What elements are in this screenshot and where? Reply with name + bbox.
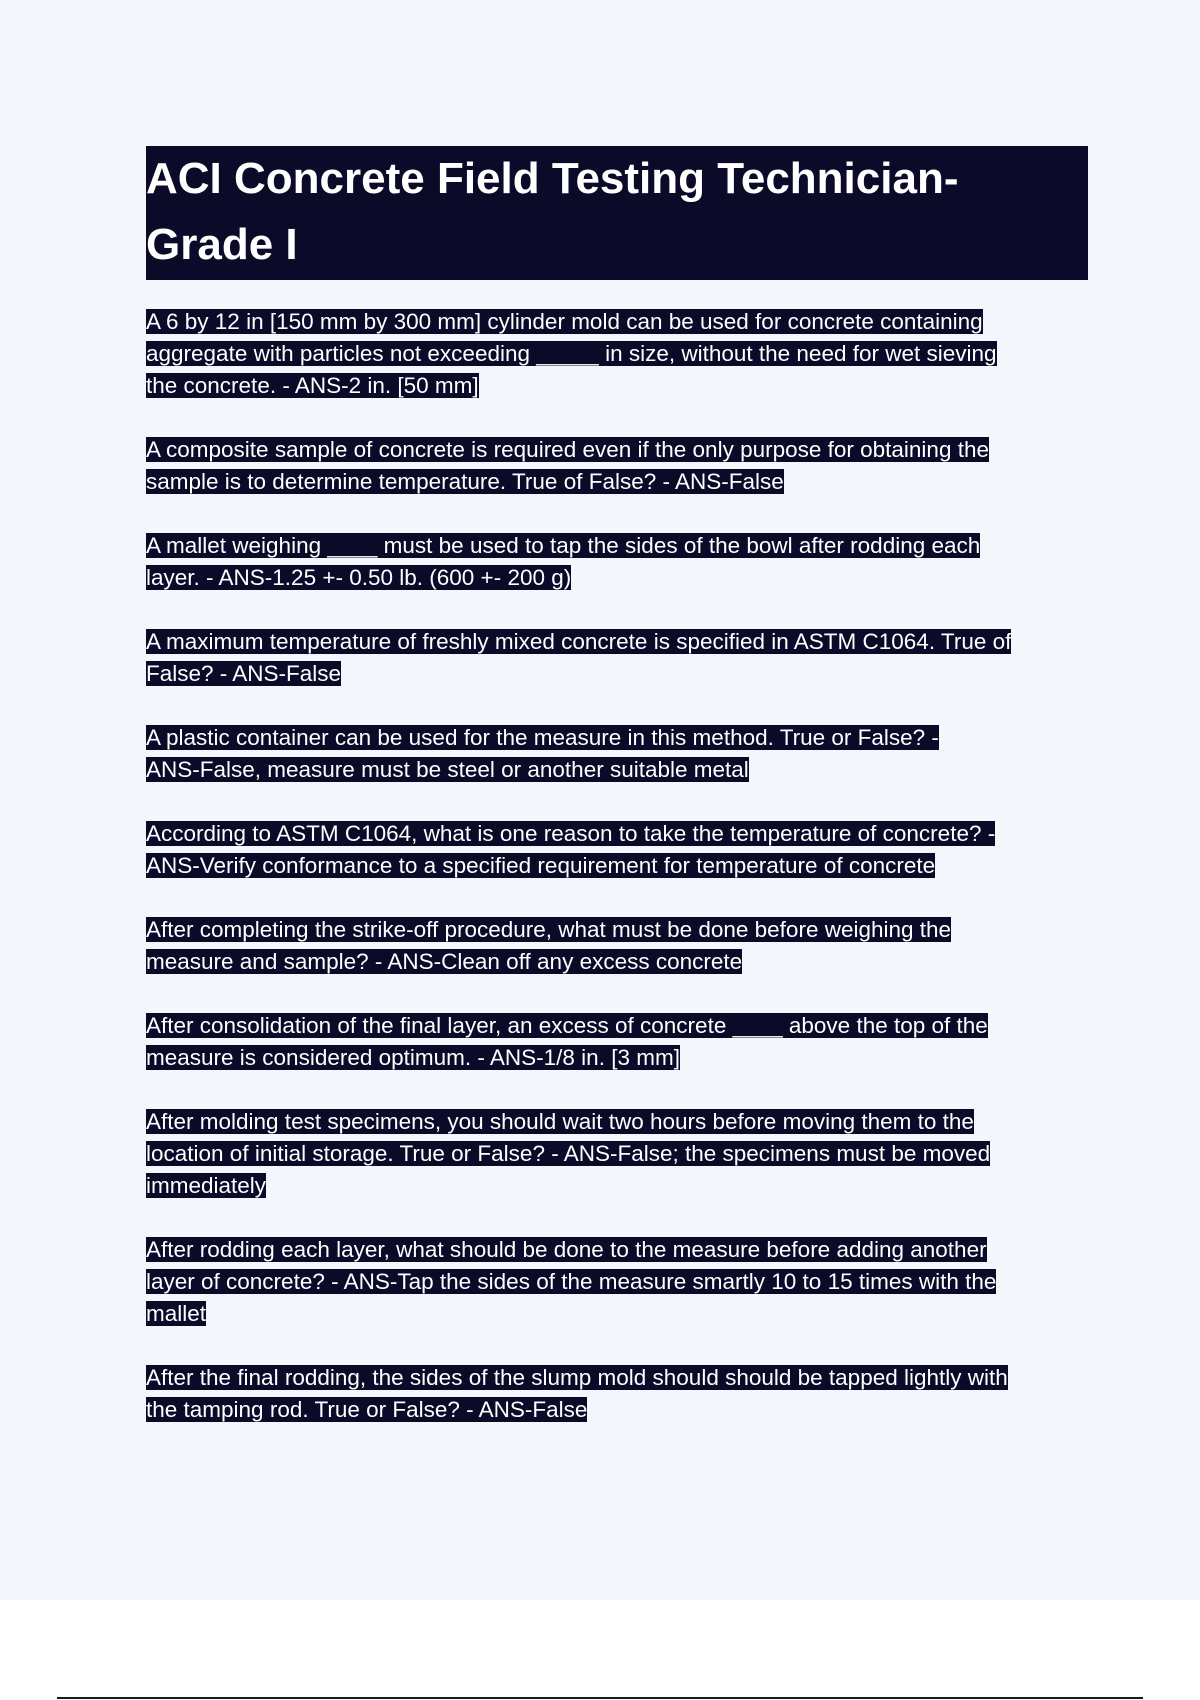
qa-text: A plastic container can be used for the measure in this method. True or False? - ANS-False, measure must be steel or another suitable metal — [146, 725, 939, 782]
qa-text: A 6 by 12 in [150 mm by 300 mm] cylinder mold can be used for concrete containing aggregate with particles not exceeding _____ in size, without the need for wet sieving the concrete. - ANS-2 in. [50 mm] — [146, 309, 997, 398]
qa-text: A composite sample of concrete is required even if the only purpose for obtaining the sample is to determine temperature. True of False? - ANS-False — [146, 437, 989, 494]
qa-item — [146, 914, 1088, 978]
qa-item — [146, 1234, 1088, 1330]
qa-text: After rodding each layer, what should be done to the measure before adding another layer of concrete? - ANS-Tap the sides of the measure smartly 10 to 15 times with the mallet — [146, 1237, 997, 1326]
qa-item — [146, 722, 1088, 786]
qa-text: A maximum temperature of freshly mixed concrete is specified in ASTM C1064. True of False? - ANS-False — [146, 629, 1012, 686]
qa-text: According to ASTM C1064, what is one reason to take the temperature of concrete? - ANS-Verify conformance to a specified requirement for temperature of concrete — [146, 821, 996, 878]
qa-item — [146, 306, 1088, 402]
qa-item — [146, 626, 1088, 690]
qa-item — [146, 434, 1088, 498]
qa-item — [146, 530, 1088, 594]
document-title: ACI Concrete Field Testing Technician- Grade I — [146, 154, 959, 269]
footer-rule — [57, 1697, 1143, 1699]
qa-text: A mallet weighing ____ must be used to tap the sides of the bowl after rodding each layer. - ANS-1.25 +- 0.50 lb. (600 +- 200 g) — [146, 533, 981, 590]
qa-text: After the final rodding, the sides of the slump mold should should be tapped lightly with the tamping rod. True or False? - ANS-False — [146, 1365, 1008, 1422]
qa-text: After consolidation of the final layer, an excess of concrete ____ above the top of the measure is considered optimum. - ANS-1/8 in. [3 mm] — [146, 1013, 988, 1070]
qa-item — [146, 818, 1088, 882]
qa-item — [146, 1106, 1088, 1202]
title-banner — [146, 146, 1088, 280]
qa-text: After molding test specimens, you should wait two hours before moving them to the location of initial storage. True or False? - ANS-False; the specimens must be moved immediately — [146, 1109, 991, 1198]
qa-item — [146, 1362, 1088, 1426]
qa-item — [146, 1010, 1088, 1074]
qa-list — [146, 306, 1088, 1458]
qa-text: After completing the strike-off procedure, what must be done before weighing the measure and sample? - ANS-Clean off any excess concrete — [146, 917, 952, 974]
